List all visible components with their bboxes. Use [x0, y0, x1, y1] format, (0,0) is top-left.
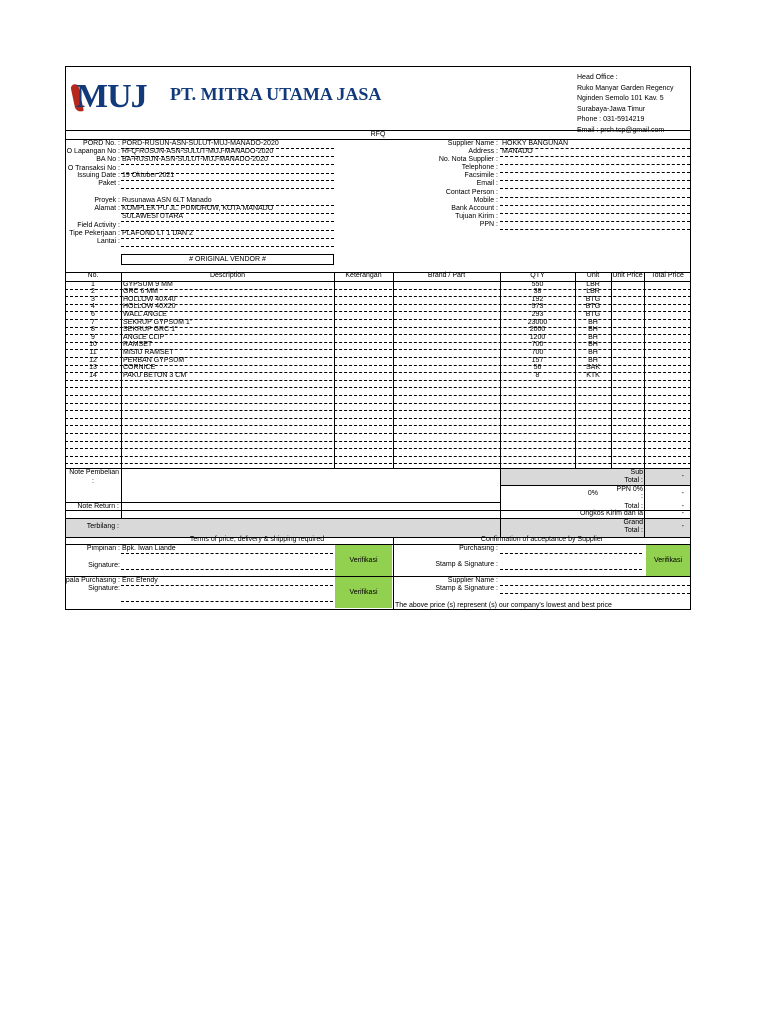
row-rule — [65, 441, 691, 442]
company-name: PT. MITRA UTAMA JASA — [170, 84, 382, 104]
header-unit: Unit — [586, 272, 600, 279]
row-description: GYPSUM 9 MM — [123, 280, 173, 288]
ppn-percent: 0% — [587, 490, 598, 497]
underline — [500, 593, 690, 594]
field-label: Tipe Pekerjaan : — [69, 230, 120, 237]
grand-total-label-1: Grand — [623, 519, 643, 526]
supplier-field-label: Contact Person : — [445, 189, 498, 196]
note-return-label: Note Return : — [77, 503, 119, 510]
row-unit: BH — [588, 333, 598, 341]
underline — [500, 553, 642, 554]
row-no: 9 — [91, 333, 95, 341]
rfq-title: RFQ — [370, 131, 386, 138]
supplier-field-label: Facsimile : — [464, 172, 498, 179]
kepala-purchasing-value: Eric Efendy — [122, 577, 158, 584]
subtotal-label-1: Sub — [630, 469, 643, 476]
head-office-block — [577, 73, 674, 137]
underline — [500, 569, 642, 570]
supplier-name-footer-label: Supplier Name : — [447, 577, 498, 584]
row-qty: 192 — [531, 295, 544, 303]
column-rule — [644, 272, 645, 468]
field-underline — [500, 197, 690, 198]
row-description: ANGLE CLIP — [123, 333, 165, 341]
grand-total-label-2: Total : — [624, 527, 643, 534]
field-label: BA No : — [96, 156, 120, 163]
row-description: CORNICE — [123, 364, 156, 372]
subtotal-value: - — [681, 473, 684, 480]
kepala-purchasing-label: pala Purchasing : — [65, 577, 120, 584]
supplier-field-label: Telephone : — [461, 164, 498, 171]
note-pembelian-colon: : — [92, 478, 94, 485]
row-unit: BTG — [585, 310, 601, 318]
row-no: 12 — [89, 356, 97, 364]
pimpinan-value: Bpk. Iwan Liande — [122, 545, 176, 552]
field-value: PLAFOND LT 1 DAN 2 — [122, 230, 193, 237]
row-rule — [65, 418, 691, 419]
underline — [121, 601, 333, 602]
row-no: 10 — [89, 341, 97, 349]
field-underline — [121, 246, 334, 247]
row-qty: 23000 — [527, 318, 548, 326]
field-underline — [500, 164, 690, 165]
grand-total-value: - — [681, 523, 684, 530]
ongkos-kirim-value: - — [681, 510, 684, 517]
row-no: 8 — [91, 326, 95, 334]
field-label: O Transaksi No : — [67, 165, 120, 172]
row-no: 4 — [91, 303, 95, 311]
row-description: PERBAN GYPSUM — [123, 356, 185, 364]
row-qty: 700 — [531, 341, 544, 349]
field-underline — [121, 180, 334, 181]
column-rule — [393, 272, 394, 468]
total-value: - — [681, 503, 684, 510]
field-underline — [500, 221, 690, 222]
row-rule — [65, 395, 691, 396]
row-unit: SAK — [585, 364, 600, 372]
header-total-price: Total Price — [651, 272, 684, 279]
field-underline — [121, 221, 334, 222]
supplier-field-label: Bank Account : — [451, 205, 498, 212]
row-description: HOLLOW 40X40 — [123, 295, 176, 303]
head-office-line: Phone : 031-5914219 — [577, 116, 645, 124]
field-value: SULAWESI UTARA — [122, 213, 184, 220]
ppn-label: PPN 0% — [616, 486, 643, 493]
row-qty: 573 — [531, 303, 544, 311]
stamp-signature-label: Stamp & Signature : — [435, 561, 498, 568]
field-label: Proyek : — [94, 197, 120, 204]
company-logo: MUJ — [76, 78, 147, 115]
row-qty: 1200 — [529, 333, 546, 341]
row-qty: 700 — [531, 348, 544, 356]
row-unit: BH — [588, 356, 598, 364]
field-underline — [500, 180, 690, 181]
row-description: HOLLOW 40X20 — [123, 303, 176, 311]
column-rule — [121, 272, 122, 468]
row-no: 11 — [89, 348, 97, 356]
verifikasi-label: Verifikasi — [349, 589, 378, 596]
row-qty: 38 — [533, 288, 542, 296]
note-pembelian-label: Note Pembelian — [69, 469, 119, 476]
rule — [500, 485, 691, 486]
field-underline — [500, 172, 690, 173]
row-no: 7 — [91, 318, 95, 326]
header-qty: QTY — [530, 272, 545, 279]
field-label: Issuing Date : — [77, 172, 120, 179]
field-underline — [500, 205, 690, 206]
head-office-line: Head Office : — [577, 74, 618, 81]
field-value: BA-RUSUN-ASN-SULUT-MUJ-MANADO-2020 — [122, 156, 268, 163]
row-unit: LBR — [586, 280, 600, 288]
verifikasi-label: Verifikasi — [349, 557, 378, 564]
row-qty: 293 — [531, 310, 544, 318]
row-no: 6 — [91, 310, 95, 318]
row-description: GRC 6 MM — [123, 288, 158, 296]
rule — [500, 468, 501, 538]
ppn-value: - — [681, 490, 684, 497]
signature-label-2: Signature: — [88, 585, 120, 592]
terms-heading: Terms of price, delivery & shipping required — [189, 536, 325, 543]
row-rule — [65, 456, 691, 457]
field-label: O Lapangan No : — [66, 148, 120, 155]
signature-label: Signature: — [88, 562, 120, 569]
field-label: Field Activity : — [77, 222, 120, 229]
total-label: Total : — [624, 503, 643, 510]
row-rule — [65, 425, 691, 426]
ongkos-kirim-label: Ongkos Kirim dan la — [579, 510, 643, 517]
rule — [644, 468, 645, 538]
field-label: Paket : — [98, 180, 120, 187]
header-keterangan: Keterangan — [345, 272, 382, 279]
rule — [65, 502, 500, 503]
supplier-field-label: Address : — [468, 148, 498, 155]
row-rule — [65, 403, 691, 404]
row-no: 2 — [91, 288, 95, 296]
row-no: 13 — [89, 364, 97, 372]
field-underline — [121, 164, 334, 165]
row-unit: BH — [588, 348, 598, 356]
field-label: PORD No. : — [83, 140, 120, 147]
underline — [121, 569, 333, 570]
column-rule — [611, 272, 612, 468]
row-qty: 550 — [531, 280, 544, 288]
field-underline — [500, 188, 690, 189]
subtotal-label-2: Total : — [624, 477, 643, 484]
row-description: MISIU RAMSET — [123, 348, 174, 356]
row-rule — [65, 387, 691, 388]
row-description: PAKU BETON 3 CM — [123, 371, 187, 379]
underline — [500, 585, 690, 586]
row-unit: BTG — [585, 303, 601, 311]
row-unit: LBR — [586, 288, 600, 296]
field-label: Alamat : — [94, 205, 120, 212]
terbilang-field — [66, 519, 500, 537]
field-value: 19 Oktober 2021 — [122, 172, 175, 179]
terbilang-label: Terbilang : — [86, 523, 119, 530]
confirmation-heading: Confirmation of acceptance by Supplier — [480, 536, 604, 543]
row-unit: BH — [588, 318, 598, 326]
row-unit: BH — [588, 341, 598, 349]
header-description: Description — [209, 272, 245, 279]
row-rule — [65, 410, 691, 411]
stamp-signature-label-2: Stamp & Signature : — [435, 585, 498, 592]
underline — [121, 585, 333, 586]
ppn-colon: : — [641, 493, 643, 500]
row-unit: BTG — [585, 295, 601, 303]
head-office-line: Nginden Semolo 101 Kav. 5 — [577, 95, 664, 103]
header-unit-price: Unit Price — [612, 272, 643, 279]
row-qty: 2000 — [529, 326, 546, 334]
row-rule — [65, 463, 691, 464]
head-office-line: Email : prch.tcp@gmail.com — [577, 126, 665, 134]
header-no: No. — [87, 272, 99, 279]
best-price-statement: The above price (s) represent (s) our company's lowest and best price — [395, 602, 612, 609]
pimpinan-label: Pimpinan : — [86, 545, 120, 552]
row-rule — [65, 380, 691, 381]
field-value: Rusunawa ASN 6LT Manado — [122, 197, 212, 204]
supplier-field-label: No. Nota Supplier : — [438, 156, 498, 163]
row-description: RAMSET — [123, 341, 153, 349]
field-underline — [121, 238, 334, 239]
row-rule — [65, 433, 691, 434]
row-no: 3 — [91, 295, 95, 303]
field-value: PORD-RUSUN-ASN-SULUT-MUJ-MANADO-2020 — [122, 140, 279, 147]
supplier-field-label: PPN : — [479, 221, 498, 228]
supplier-field-label: Mobile : — [473, 197, 498, 204]
supplier-field-value: MANADO — [502, 148, 533, 155]
row-unit: BH — [588, 326, 598, 334]
row-no: 14 — [89, 371, 97, 379]
row-qty: 8 — [535, 371, 540, 379]
row-description: SEKRUP GRC 1" — [123, 326, 178, 334]
head-office-line: Surabaya-Jawa Timur — [577, 105, 646, 113]
supplier-field-value: HOKKY BANGUNAN — [502, 140, 568, 147]
row-description: WALL ANGLE — [123, 310, 167, 318]
field-underline — [500, 156, 690, 157]
field-underline — [500, 229, 690, 230]
header-brand: Brand / Part — [427, 272, 466, 279]
row-no: 1 — [91, 280, 95, 288]
supplier-field-label: Tujuan Kirim : — [455, 213, 498, 220]
row-unit: KTK — [586, 371, 600, 379]
supplier-field-label: Email : — [476, 180, 498, 187]
column-rule — [334, 272, 335, 468]
field-underline — [500, 213, 690, 214]
field-value: KOMPLEK PU JL. PUMOROW, KOTA MANADO — [122, 205, 274, 212]
field-underline — [121, 188, 334, 189]
field-label: Lantai : — [97, 238, 120, 245]
row-rule — [65, 448, 691, 449]
original-vendor-banner: # ORIGINAL VENDOR # — [121, 254, 334, 265]
underline — [121, 553, 333, 554]
field-value: RFQ-RUSUN-ASN-SULUT-MUJ-MANADO-2020 — [122, 148, 274, 155]
head-office-line: Ruko Manyar Garden Regency — [577, 84, 674, 92]
supplier-field-label: Supplier Name : — [447, 140, 498, 147]
row-qty: 157 — [531, 356, 544, 364]
verifikasi-label: Verifikasi — [653, 557, 682, 564]
purchasing-label: Purchasing : — [459, 545, 498, 552]
row-description: SEKRUP GYPSUM 1" — [123, 318, 193, 326]
row-qty: 56 — [533, 364, 542, 372]
